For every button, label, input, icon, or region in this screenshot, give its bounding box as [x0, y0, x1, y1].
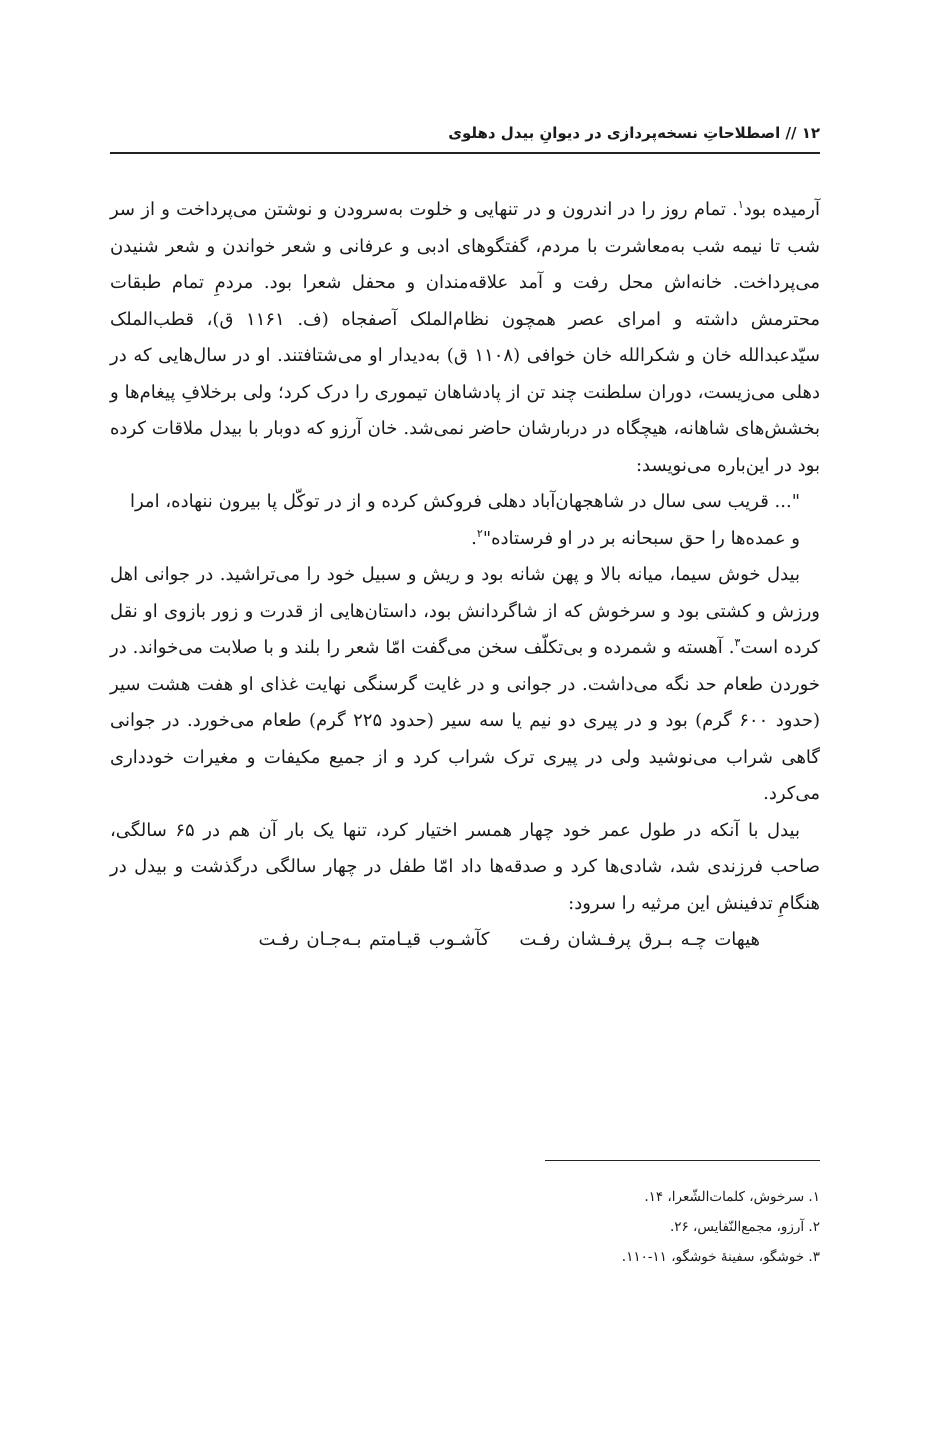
footnote-2: ۲. آرزو، مجمع‌النّفایس، ۲۶.: [669, 1219, 820, 1235]
footnote-3: ۳. خوشگو، سفینهٔ خوشگو، ۱۱-۱۱۰.: [621, 1249, 820, 1265]
footnote-ref-2: ۲: [476, 526, 483, 540]
block-quote: [110, 484, 820, 557]
footnote-divider: [545, 1160, 820, 1161]
paragraph-2-text-a: بیدل خوش سیما، میانه بالا و پهن شانه بود و ریش و سبیل خود را می‌تراشید. در جوانی اهل ورزش و کشتی بود و سرخوش که از شاگردانش بود، داستان‌هایی از قدرت و زور بازوی او نقل کرده است: [110, 564, 820, 658]
paragraph-2: [110, 557, 820, 813]
paragraph-2-text-b: . آهسته و شمرده و بی‌تکلّف سخن می‌گفت امّا شعر را بلند و با صلابت می‌خواند. در خوردن طعام حد نگه می‌داشت. در جوانی و در غایت گرسنگی نهایت غذای او هفت هشت سیر (حدود ۶۰۰ گرم) بود و در پیری دو نیم یا سه سیر (حدود ۲۲۵ گرم) طعام می‌خورد. در جوانی گاهی شراب می‌نوشید ولی در پیری ترک شراب کرد و از جمیع مکیفات و مغیرات خودداری می‌کرد.: [110, 637, 821, 804]
body-text: [110, 192, 820, 959]
paragraph-1-text-b: . تمام روز را در اندرون و در تنهایی و خلوت به‌سرودن و نوشتن می‌پرداخت و از سر شب تا نیمه شب به‌معاشرت با مردم، گفتگوهای ادبی و عرفانی و شعر خواندن و شعر شنیدن می‌پرداخت. خانه‌اش محل رفت و آمد علاقه‌مندان و محفل شعرا بود. مردمِ تمام طبقات محترمش داشته و امرای عصر همچون نظام‌الملک آصفجاه (ف. ۱۱۶۱ ق)، قطب‌الملک سیّدعبدالله خان و شکرالله خان خوافی (۱۱۰۸ ق) به‌دیدار او می‌شتافتند. او در سال‌هایی که در دهلی می‌زیست، دوران سلطنت چند تن از پادشاهان تیموری را درک کرد؛ ولی برخلافِ پیغام‌ها و بخشش‌های شاهانه، هیچگاه در دربارشان حاضر نمی‌شد. خان آرزو که دوبار با بیدل ملاقات کرده بود در این‌باره می‌نویسد:: [110, 199, 821, 476]
block-quote-text: "... قریب سی سال در شاهجهان‌آباد دهلی فروکش کرده و از در توکّل پا بیرون ننهاده، امرا و عمده‌ها را حق سبحانه بر در او فرستاده": [130, 491, 800, 549]
paragraph-1-text-a: آرمیده بود: [743, 199, 820, 220]
verse-second-hemistich: کآشـوب قیـامتم بـه‌جـان رفـت: [258, 929, 490, 950]
paragraph-3: بیدل با آنکه در طول عمر خود چهار همسر اختیار کرد، تنها یک بار آن هم در ۶۵ سالگی، صاحب فرزندی شد، شادی‌ها کرد و صدقه‌ها داد امّا طفل در چهار سالگی درگذشت و بیدل در هنگامِ تدفینش این مرثیه را سرود:: [110, 819, 820, 914]
footnote-ref-1: ۱: [737, 198, 744, 211]
footnote-1: ۱. سرخوش، کلمات‌الشّعرا، ۱۴.: [644, 1189, 820, 1205]
verse-first-hemistich: هیهات چـه بـرق پرفـشان رفـت: [519, 929, 760, 950]
paragraph-1: [110, 192, 820, 484]
block-quote-end: .: [471, 527, 477, 549]
footnote-ref-3: ۳: [734, 636, 741, 649]
verse-line: [110, 922, 820, 959]
running-header: [110, 118, 820, 154]
running-header-text: ۱۲ // اصطلاحاتِ نسخه‌پردازی در دیوانِ بیدل دهلوی: [448, 124, 820, 142]
footnotes: [110, 1182, 820, 1272]
